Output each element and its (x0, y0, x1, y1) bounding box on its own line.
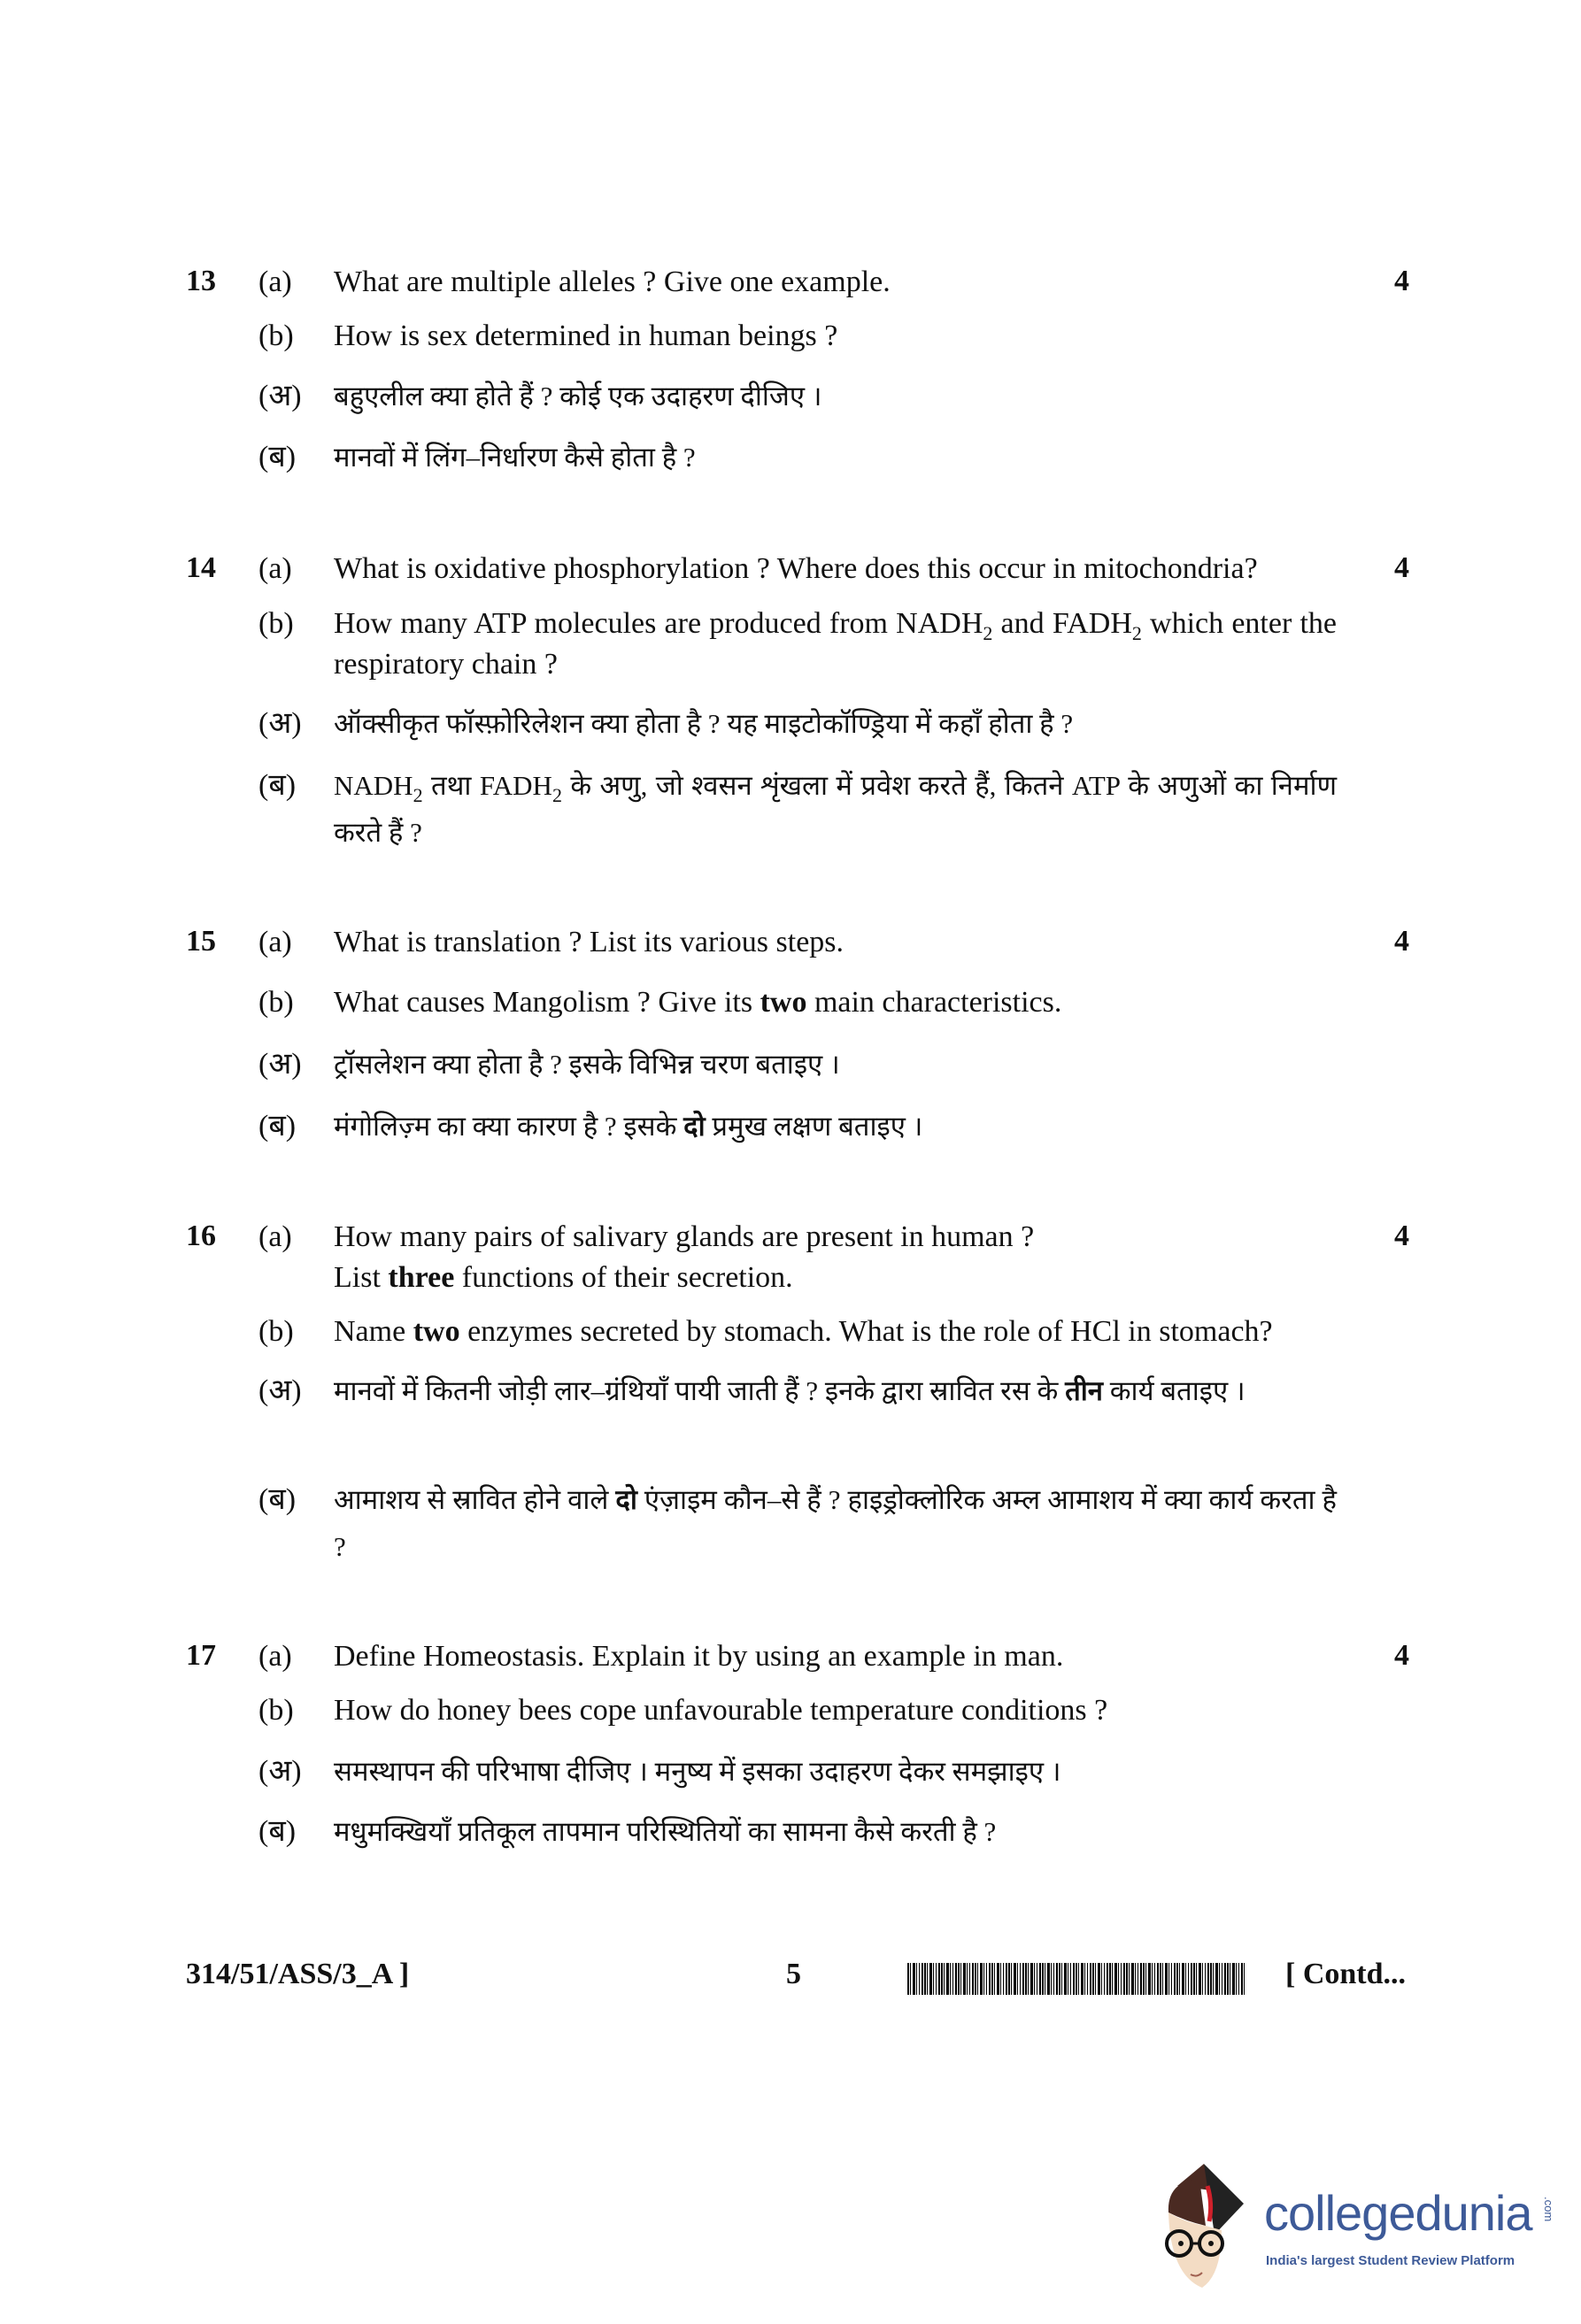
part-label: (a) (258, 926, 292, 958)
bold-text: तीन (1065, 1374, 1103, 1406)
text-segment: NADH (334, 769, 413, 801)
paper-code: 314/51/ASS/3_A ] (186, 1958, 410, 1990)
mascot-icon (1151, 2159, 1264, 2292)
part-label: (ब) (258, 1814, 297, 1848)
text-segment: How do honey bees cope unfavourable temperature conditions ? (334, 1694, 1108, 1727)
text-segment: What causes Mangolism ? Give its (334, 986, 760, 1019)
text-segment: List (334, 1261, 389, 1294)
question-number: 13 (186, 265, 216, 297)
text-segment: What is translation ? List its various steps. (334, 926, 844, 958)
text-segment: समस्थापन की परिभाषा दीजिए । मनुष्य में इसका उदाहरण देकर समझाइए । (334, 1755, 1061, 1787)
bold-text: two (760, 986, 807, 1019)
text-segment: ऑक्सीकृत फॉस्फ़ोरिलेशन क्या होता है ? यह माइटोकॉण्ड्रिया में कहाँ होता है ? (334, 707, 1074, 739)
question-number: 15 (186, 925, 216, 958)
question-marks: 4 (1394, 925, 1409, 958)
part-label: (अ) (258, 706, 302, 740)
text-segment: main characteristics. (806, 986, 1062, 1019)
text-segment: ट्रॉसलेशन क्या होता है ? इसके विभिन्न चरण बताइए । (334, 1048, 840, 1080)
question-marks: 4 (1394, 1639, 1409, 1672)
part-text (334, 1312, 1337, 1352)
continued-label: [ Contd... (1285, 1958, 1407, 1990)
text-segment: एंज़ाइम कौन–से हैं ? हाइड्रोक्लोरिक अम्ल आमाशय में क्या कार्य करता है ? (334, 1483, 1337, 1562)
question-number: 16 (186, 1220, 216, 1252)
part-label: (a) (258, 1640, 292, 1673)
part-text (334, 1367, 1337, 1414)
subscript: 2 (551, 783, 562, 806)
part-text (334, 1041, 1337, 1088)
part-label: (a) (258, 1220, 292, 1253)
bold-text: three (388, 1261, 455, 1294)
text-segment: Define Homeostasis. Explain it by using an example in man. (334, 1640, 1064, 1673)
part-label: (ब) (258, 1482, 297, 1516)
text-segment: How many ATP molecules are produced from NADH (334, 607, 983, 640)
part-label: (b) (258, 1694, 294, 1727)
text-segment: How many pairs of salivary glands are present in human ? (334, 1220, 1035, 1253)
part-label: (अ) (258, 1047, 302, 1081)
part-text (334, 1690, 1337, 1731)
text-segment: मंगोलिज़्म का क्या कारण है ? इसके (334, 1110, 684, 1142)
part-text (334, 316, 1337, 357)
text-segment: and FADH (992, 607, 1132, 640)
part-text (334, 700, 1337, 747)
logo-suffix: .com (1542, 2197, 1555, 2222)
text-segment: मानवों में लिंग–निर्धारण कैसे होता है ? (334, 441, 696, 473)
question-marks: 4 (1394, 265, 1409, 297)
part-text (334, 434, 1337, 481)
part-label: (अ) (258, 1754, 302, 1788)
part-label: (b) (258, 607, 294, 640)
part-text (334, 762, 1337, 856)
text-segment: How is sex determined in human beings ? (334, 319, 838, 352)
text-segment: which enter the respiratory chain ? (334, 607, 1337, 681)
collegedunia-logo (1151, 2159, 1567, 2292)
text-segment: प्रमुख लक्षण बताइए । (705, 1110, 923, 1142)
part-label: (ब) (258, 768, 297, 802)
part-label: (ब) (258, 1109, 297, 1143)
part-text (334, 982, 1337, 1023)
text-segment: मधुमक्खियाँ प्रतिकूल तापमान परिस्थितियों का सामना कैसे करती है ? (334, 1815, 997, 1847)
bold-text: two (413, 1315, 460, 1348)
part-text (334, 1808, 1337, 1855)
part-label: (b) (258, 319, 294, 352)
bold-text: दो (683, 1110, 706, 1142)
part-text (334, 922, 1337, 963)
subscript: 2 (1131, 622, 1142, 644)
part-text (334, 1217, 1337, 1298)
part-label: (b) (258, 1315, 294, 1348)
text-segment: बहुएलील क्या होते हैं ? कोई एक उदाहरण दीजिए । (334, 380, 822, 412)
text-segment: आमाशय से स्रावित होने वाले (334, 1483, 616, 1515)
question-marks: 4 (1394, 1220, 1409, 1252)
part-text (334, 1636, 1337, 1677)
question-number: 14 (186, 551, 216, 584)
text-segment: enzymes secreted by stomach. What is the role of HCl in stomach? (459, 1315, 1273, 1348)
part-text (334, 549, 1337, 589)
barcode (907, 1963, 1245, 1995)
text-segment: के अणु, जो श्वसन शृंखला में प्रवेश करते हैं, कितने ATP के अणुओं का निर्माण करते हैं ? (334, 769, 1337, 848)
text-segment: functions of their secretion. (454, 1261, 793, 1294)
text-segment: What are multiple alleles ? Give one example. (334, 265, 891, 298)
subscript: 2 (413, 783, 423, 806)
part-label: (अ) (258, 379, 302, 412)
part-label: (a) (258, 265, 292, 298)
subscript: 2 (983, 622, 993, 644)
text-segment: तथा FADH (422, 769, 552, 801)
part-label: (ब) (258, 440, 297, 473)
part-text (334, 1476, 1337, 1570)
page-number: 5 (786, 1958, 801, 1990)
text-segment: Name (334, 1315, 413, 1348)
text-segment: कार्य बताइए । (1103, 1374, 1246, 1406)
text-segment: What is oxidative phosphorylation ? Where does this occur in mitochondria? (334, 552, 1258, 585)
part-text (334, 1103, 1337, 1150)
bold-text: दो (615, 1483, 637, 1515)
part-text (334, 373, 1337, 419)
part-text (334, 262, 1337, 303)
part-text (334, 1748, 1337, 1795)
question-number: 17 (186, 1639, 216, 1672)
part-label: (a) (258, 552, 292, 585)
logo-wordmark: collegedunia (1264, 2185, 1532, 2241)
part-label: (b) (258, 986, 294, 1019)
logo-tagline: India's largest Student Review Platform (1266, 2253, 1515, 2268)
part-text (334, 604, 1337, 685)
text-segment: मानवों में कितनी जोड़ी लार–ग्रंथियाँ पायी जाती हैं ? इनके द्वारा स्रावित रस के (334, 1374, 1066, 1406)
part-label: (अ) (258, 1374, 302, 1407)
question-marks: 4 (1394, 551, 1409, 584)
